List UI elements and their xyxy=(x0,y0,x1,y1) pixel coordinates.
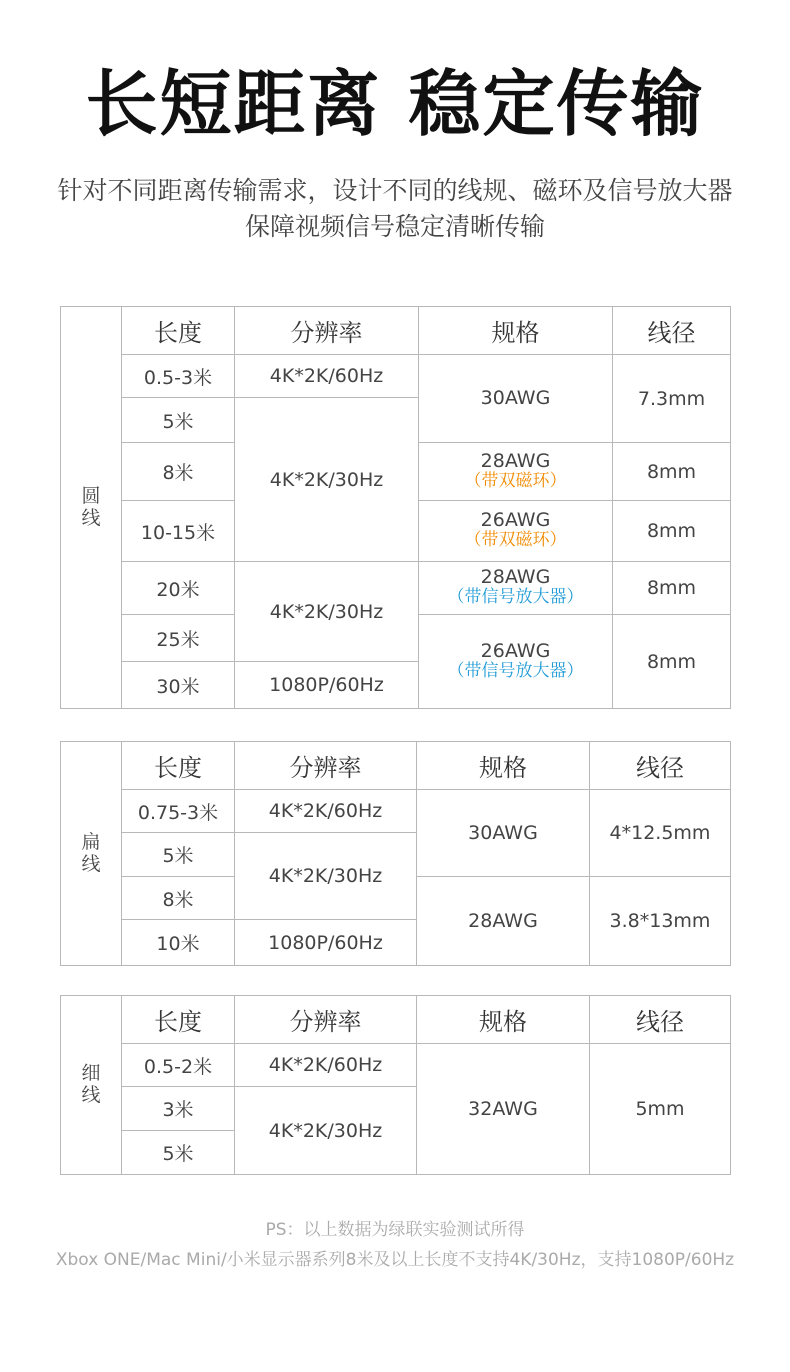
header-spec: 规格 xyxy=(417,742,590,790)
length-cell: 0.75-3米 xyxy=(122,790,235,833)
resolution-cell: 1080P/60Hz xyxy=(235,920,417,966)
diameter-cell: 8mm xyxy=(613,443,731,501)
footnote-line-2: Xbox ONE/Mac Mini/小米显示器系列8米及以上长度不支持4K/30Hz，支持1080P/60Hz xyxy=(55,1250,735,1270)
length-cell: 10米 xyxy=(122,920,235,966)
header-resolution: 分辨率 xyxy=(235,742,417,790)
spec-cell: 26AWG （带信号放大器） xyxy=(419,615,613,709)
table-header-row xyxy=(61,996,731,1044)
resolution-cell: 4K*2K/30Hz xyxy=(235,398,419,562)
length-cell: 5米 xyxy=(122,398,235,443)
spec-cell: 26AWG （带双磁环） xyxy=(419,501,613,562)
resolution-cell: 4K*2K/60Hz xyxy=(235,1044,417,1087)
spec-cell: 30AWG xyxy=(417,790,590,877)
category-cell: 圆 线 xyxy=(61,307,122,709)
length-cell: 10-15米 xyxy=(122,501,235,562)
header-diameter: 线径 xyxy=(590,996,731,1044)
diameter-cell: 8mm xyxy=(613,615,731,709)
flat-cable-table xyxy=(60,741,731,966)
length-cell: 8米 xyxy=(122,877,235,920)
table-header-row xyxy=(61,307,731,355)
diameter-cell: 5mm xyxy=(590,1044,731,1175)
header-diameter: 线径 xyxy=(590,742,731,790)
header-spec: 规格 xyxy=(417,996,590,1044)
header-length: 长度 xyxy=(122,996,235,1044)
resolution-cell: 4K*2K/30Hz xyxy=(235,833,417,920)
subtitle-line-2: 保障视频信号稳定清晰传输 xyxy=(244,212,545,241)
diameter-cell: 7.3mm xyxy=(613,355,731,443)
length-cell: 25米 xyxy=(122,615,235,662)
spec-cell: 30AWG xyxy=(419,355,613,443)
length-cell: 20米 xyxy=(122,562,235,615)
length-cell: 3米 xyxy=(122,1087,235,1131)
page-title: 长短距离 稳定传输 xyxy=(85,62,705,146)
length-cell: 8米 xyxy=(122,443,235,501)
table-row xyxy=(61,790,731,833)
resolution-cell: 4K*2K/30Hz xyxy=(235,1087,417,1175)
magnetic-ring-note: （带双磁环） xyxy=(464,530,567,551)
header-spec: 规格 xyxy=(419,307,613,355)
table-row xyxy=(61,562,731,615)
resolution-cell: 4K*2K/60Hz xyxy=(235,790,417,833)
length-cell: 0.5-2米 xyxy=(122,1044,235,1087)
table-row xyxy=(61,1044,731,1087)
category-cell: 细 线 xyxy=(61,996,122,1175)
spec-cell: 28AWG xyxy=(417,877,590,966)
category-cell: 扁 线 xyxy=(61,742,122,966)
length-cell: 30米 xyxy=(122,662,235,709)
spec-cell: 28AWG （带信号放大器） xyxy=(419,562,613,615)
diameter-cell: 8mm xyxy=(613,562,731,615)
amplifier-note: （带信号放大器） xyxy=(447,587,584,608)
diameter-cell: 3.8*13mm xyxy=(590,877,731,966)
length-cell: 5米 xyxy=(122,1131,235,1175)
header-resolution: 分辨率 xyxy=(235,307,419,355)
table-header-row xyxy=(61,742,731,790)
header-diameter: 线径 xyxy=(613,307,731,355)
length-cell: 5米 xyxy=(122,833,235,877)
spec-cell: 28AWG （带双磁环） xyxy=(419,443,613,501)
table-row xyxy=(61,355,731,398)
footnote-line-1: PS：以上数据为绿联实验测试所得 xyxy=(265,1220,525,1240)
amplifier-note: （带信号放大器） xyxy=(447,660,584,681)
resolution-cell: 1080P/60Hz xyxy=(235,662,419,709)
header-length: 长度 xyxy=(122,307,235,355)
diameter-cell: 4*12.5mm xyxy=(590,790,731,877)
spec-cell: 32AWG xyxy=(417,1044,590,1175)
header-resolution: 分辨率 xyxy=(235,996,417,1044)
resolution-cell: 4K*2K/60Hz xyxy=(235,355,419,398)
header-length: 长度 xyxy=(122,742,235,790)
resolution-cell: 4K*2K/30Hz xyxy=(235,562,419,662)
length-cell: 0.5-3米 xyxy=(122,355,235,398)
thin-cable-table xyxy=(60,995,731,1175)
round-cable-table xyxy=(60,306,731,709)
diameter-cell: 8mm xyxy=(613,501,731,562)
magnetic-ring-note: （带双磁环） xyxy=(464,470,567,491)
subtitle-line-1: 针对不同距离传输需求，设计不同的线规、磁环及信号放大器 xyxy=(57,176,733,205)
